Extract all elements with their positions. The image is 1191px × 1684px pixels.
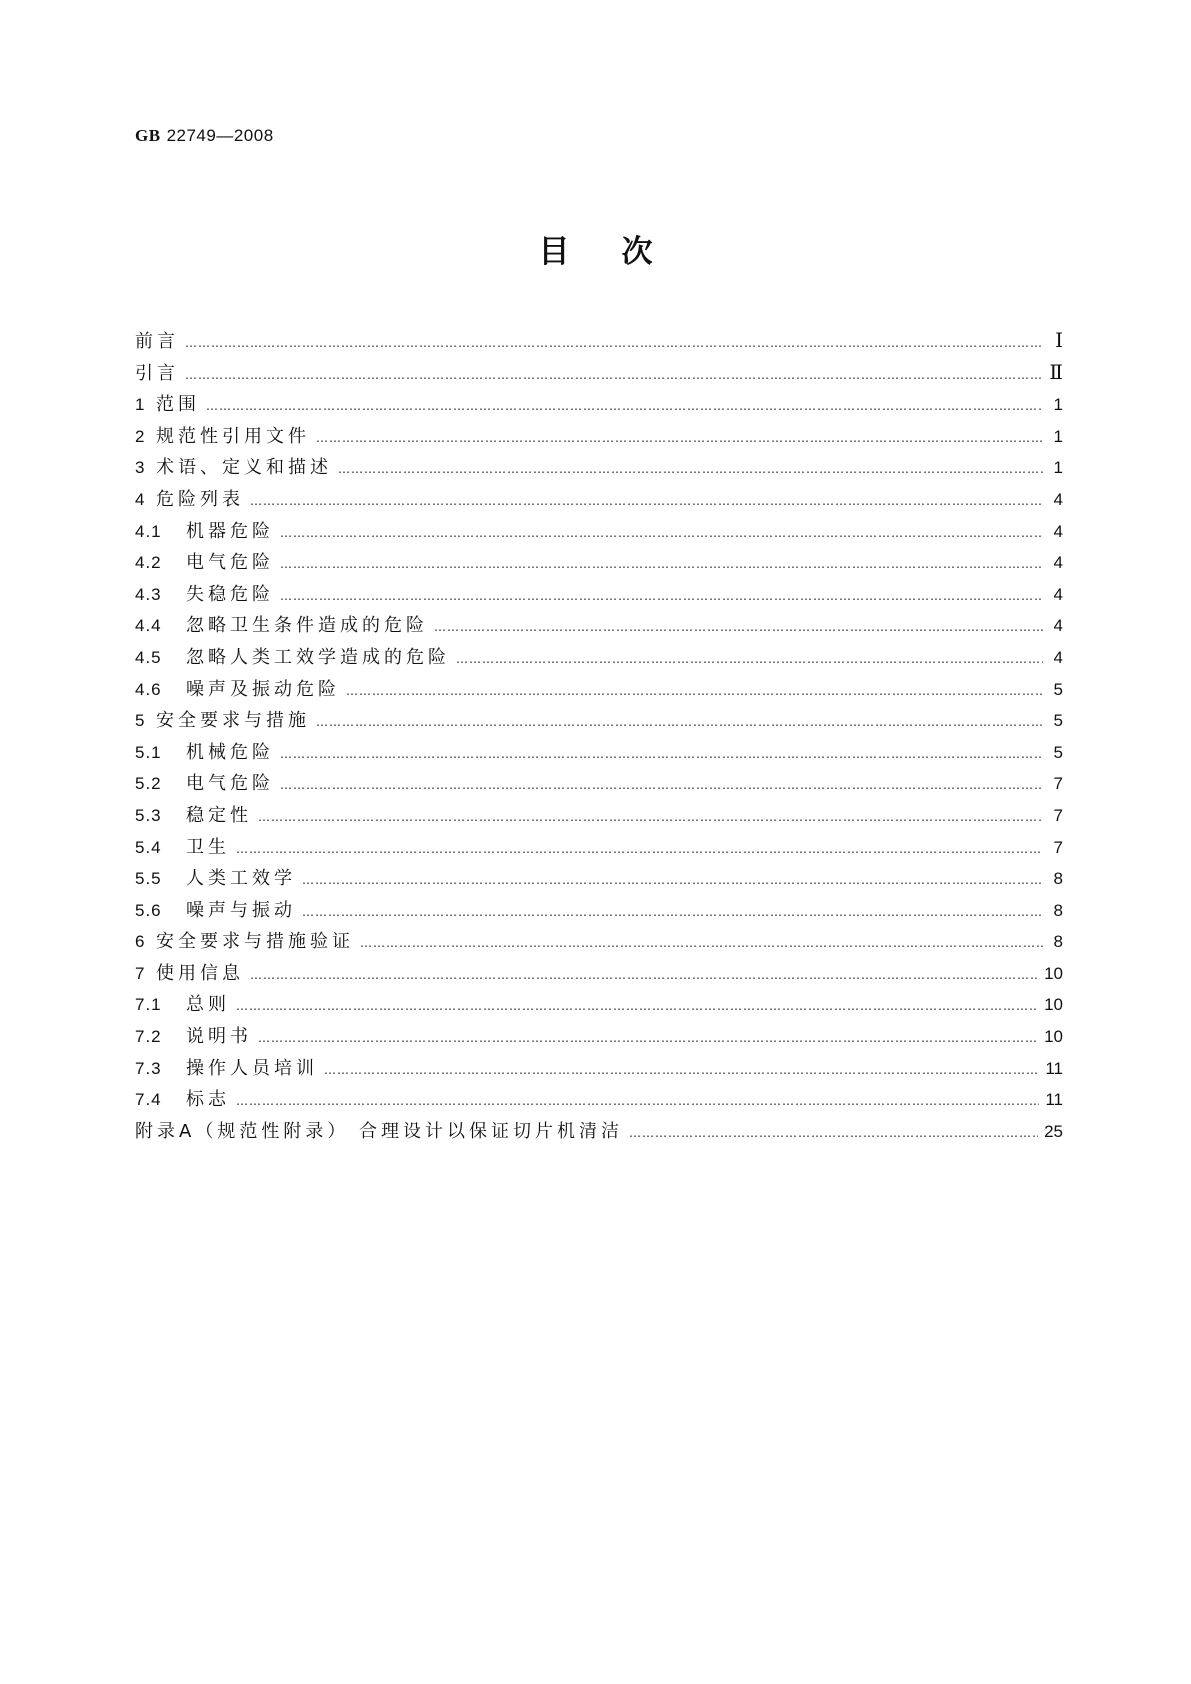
toc-entry-number: 5.4	[135, 837, 162, 857]
toc-entry-label: 忽略卫生条件造成的危险	[186, 615, 428, 637]
toc-dot-leader	[280, 557, 1043, 571]
toc-entry-label: 机器危险	[186, 520, 274, 542]
standard-number: 22749—2008	[166, 126, 274, 145]
toc-entry-page: 1	[1053, 458, 1063, 478]
toc-entry-page: 4	[1053, 647, 1063, 667]
toc-dot-leader	[236, 842, 1043, 856]
toc-entry-label: 危险列表	[156, 488, 244, 510]
toc-entry-number: 7.3	[135, 1058, 162, 1078]
toc-dot-leader	[185, 368, 1043, 382]
toc-entry[interactable]	[135, 548, 1063, 580]
toc-entry[interactable]	[135, 833, 1063, 865]
toc-entry-number: 7	[135, 963, 146, 983]
toc-dot-leader	[629, 1126, 1038, 1140]
toc-entry-number: 4.4	[135, 616, 162, 636]
toc-entry-page: 4	[1053, 489, 1063, 509]
toc-entry-page: 10	[1044, 995, 1063, 1015]
toc-entry[interactable]	[135, 675, 1063, 707]
toc-entry[interactable]	[135, 896, 1063, 928]
toc-dot-leader	[316, 431, 1043, 445]
toc-entry-page: 5	[1053, 742, 1063, 762]
toc-dot-leader	[236, 1094, 1039, 1108]
toc-dot-leader	[280, 589, 1043, 603]
toc-dot-leader	[280, 747, 1043, 761]
toc-entry-label: 规范性引用文件	[156, 425, 310, 447]
toc-entry-number: 3	[135, 458, 146, 478]
toc-entry-page: 10	[1044, 963, 1063, 983]
toc-entry[interactable]	[135, 738, 1063, 770]
toc-entry[interactable]	[135, 580, 1063, 612]
toc-entry[interactable]	[135, 769, 1063, 801]
toc-entry[interactable]	[135, 643, 1063, 675]
toc-entry-label: 失稳危险	[186, 583, 274, 605]
toc-entry-label: 稳定性	[186, 804, 252, 826]
toc-entry-number: 4	[135, 489, 146, 509]
toc-entry[interactable]	[135, 359, 1063, 391]
toc-entry-page: 5	[1053, 679, 1063, 699]
toc-entry[interactable]	[135, 706, 1063, 738]
toc-entry-page: 10	[1044, 1027, 1063, 1047]
toc-entry-label: 前言	[135, 331, 179, 352]
toc-entry-label: 安全要求与措施	[156, 710, 310, 732]
toc-entry[interactable]	[135, 801, 1063, 833]
toc-entry[interactable]	[135, 864, 1063, 896]
toc-dot-leader	[250, 494, 1043, 508]
standard-prefix: GB	[135, 126, 161, 145]
toc-entry-label: 术语、定义和描述	[156, 457, 332, 479]
toc-entry-label: 总则	[186, 994, 230, 1016]
toc-entry-number: 7.2	[135, 1027, 162, 1047]
toc-entry[interactable]	[135, 1054, 1063, 1086]
toc-dot-leader	[206, 399, 1043, 413]
toc-entry-page: 25	[1044, 1121, 1063, 1141]
toc-entry-page: 8	[1053, 869, 1063, 889]
toc-entry-page: 1	[1053, 395, 1063, 415]
toc-entry[interactable]	[135, 453, 1063, 485]
toc-entry[interactable]	[135, 990, 1063, 1022]
toc-entry-number: 5.1	[135, 742, 162, 762]
toc-entry-page: 11	[1045, 1058, 1063, 1078]
toc-dot-leader	[338, 462, 1043, 476]
toc-entry-number: 5.2	[135, 774, 162, 794]
toc-entry[interactable]	[135, 517, 1063, 549]
toc-entry[interactable]	[135, 327, 1063, 359]
toc-dot-leader	[434, 620, 1043, 634]
toc-entry-number: 5.3	[135, 805, 162, 825]
toc-entry-number: 2	[135, 426, 146, 446]
toc-entry[interactable]	[135, 1117, 1063, 1149]
toc-entry-label: 噪声及振动危险	[186, 678, 340, 700]
toc-entry-label: 安全要求与措施验证	[156, 931, 354, 953]
toc-entry-number: 7.4	[135, 1090, 162, 1110]
toc-entry-label: 忽略人类工效学造成的危险	[186, 646, 450, 668]
toc-entry-label: 说明书	[186, 1026, 252, 1048]
toc-dot-leader	[346, 684, 1043, 698]
toc-entry[interactable]	[135, 611, 1063, 643]
toc-entry-number: 4.3	[135, 584, 162, 604]
toc-dot-leader	[185, 336, 1043, 350]
toc-dot-leader	[258, 1031, 1038, 1045]
toc-entry-number: 4.2	[135, 553, 162, 573]
standard-code	[135, 126, 274, 146]
toc-dot-leader	[250, 968, 1038, 982]
toc-entry-label: 噪声与振动	[186, 899, 296, 921]
toc-dot-leader	[280, 526, 1043, 540]
toc-dot-leader	[456, 652, 1043, 666]
toc-entry-number: 4.5	[135, 647, 162, 667]
toc-entry-page: 8	[1053, 900, 1063, 920]
toc-entry[interactable]	[135, 485, 1063, 517]
toc-entry-page: 4	[1053, 616, 1063, 636]
toc-entry-label: 电气危险	[186, 552, 274, 574]
toc-entry-page: 4	[1053, 584, 1063, 604]
toc-entry-number: 4.1	[135, 521, 162, 541]
toc-entry[interactable]	[135, 959, 1063, 991]
toc-entry-number: 1	[135, 395, 146, 415]
toc-entry-label: 操作人员培训	[186, 1057, 318, 1079]
toc-entry-page: 4	[1053, 553, 1063, 573]
toc-entry[interactable]	[135, 1085, 1063, 1117]
toc-entry-label: 标志	[186, 1089, 230, 1111]
toc-entry-number: 6	[135, 932, 146, 952]
toc-entry-number: 4.6	[135, 679, 162, 699]
toc-entry-number: 5.5	[135, 869, 162, 889]
toc-entry-page: Ⅱ	[1049, 361, 1063, 384]
toc-entry-label: 使用信息	[156, 962, 244, 984]
toc-dot-leader	[280, 778, 1043, 792]
toc-entry[interactable]	[135, 927, 1063, 959]
toc-dot-leader	[258, 810, 1043, 824]
toc-entry-label: 机械危险	[186, 741, 274, 763]
toc-dot-leader	[302, 905, 1043, 919]
toc-entry-page: 4	[1053, 521, 1063, 541]
toc-entry-number: 7.1	[135, 995, 162, 1015]
toc-entry-label: 卫生	[186, 836, 230, 858]
toc-entry-label: 引言	[135, 362, 179, 384]
toc-entry[interactable]	[135, 1022, 1063, 1054]
toc-entry[interactable]	[135, 390, 1063, 422]
page-title: 目次	[538, 234, 705, 270]
table-of-contents	[135, 327, 1063, 1148]
toc-entry[interactable]	[135, 422, 1063, 454]
toc-entry-number: 5.6	[135, 900, 162, 920]
toc-entry-page: 7	[1053, 805, 1063, 825]
toc-entry-page: 11	[1045, 1090, 1063, 1110]
toc-entry-number: 5	[135, 711, 146, 731]
toc-entry-page: 5	[1053, 711, 1063, 731]
toc-entry-label: 人类工效学	[186, 868, 296, 890]
toc-dot-leader	[302, 873, 1043, 887]
toc-entry-page: 7	[1053, 774, 1063, 794]
toc-entry-label: 范围	[156, 394, 200, 416]
toc-dot-leader	[360, 936, 1043, 950]
toc-entry-page: 1	[1053, 426, 1063, 446]
toc-entry-label: 附录A（规范性附录） 合理设计以保证切片机清洁	[135, 1120, 624, 1142]
toc-entry-page: 8	[1053, 932, 1063, 952]
toc-dot-leader	[324, 1063, 1039, 1077]
toc-dot-leader	[316, 715, 1043, 729]
toc-entry-page: Ⅰ	[1055, 330, 1063, 352]
toc-entry-page: 7	[1053, 837, 1063, 857]
toc-dot-leader	[236, 999, 1038, 1013]
toc-entry-label: 电气危险	[186, 773, 274, 795]
